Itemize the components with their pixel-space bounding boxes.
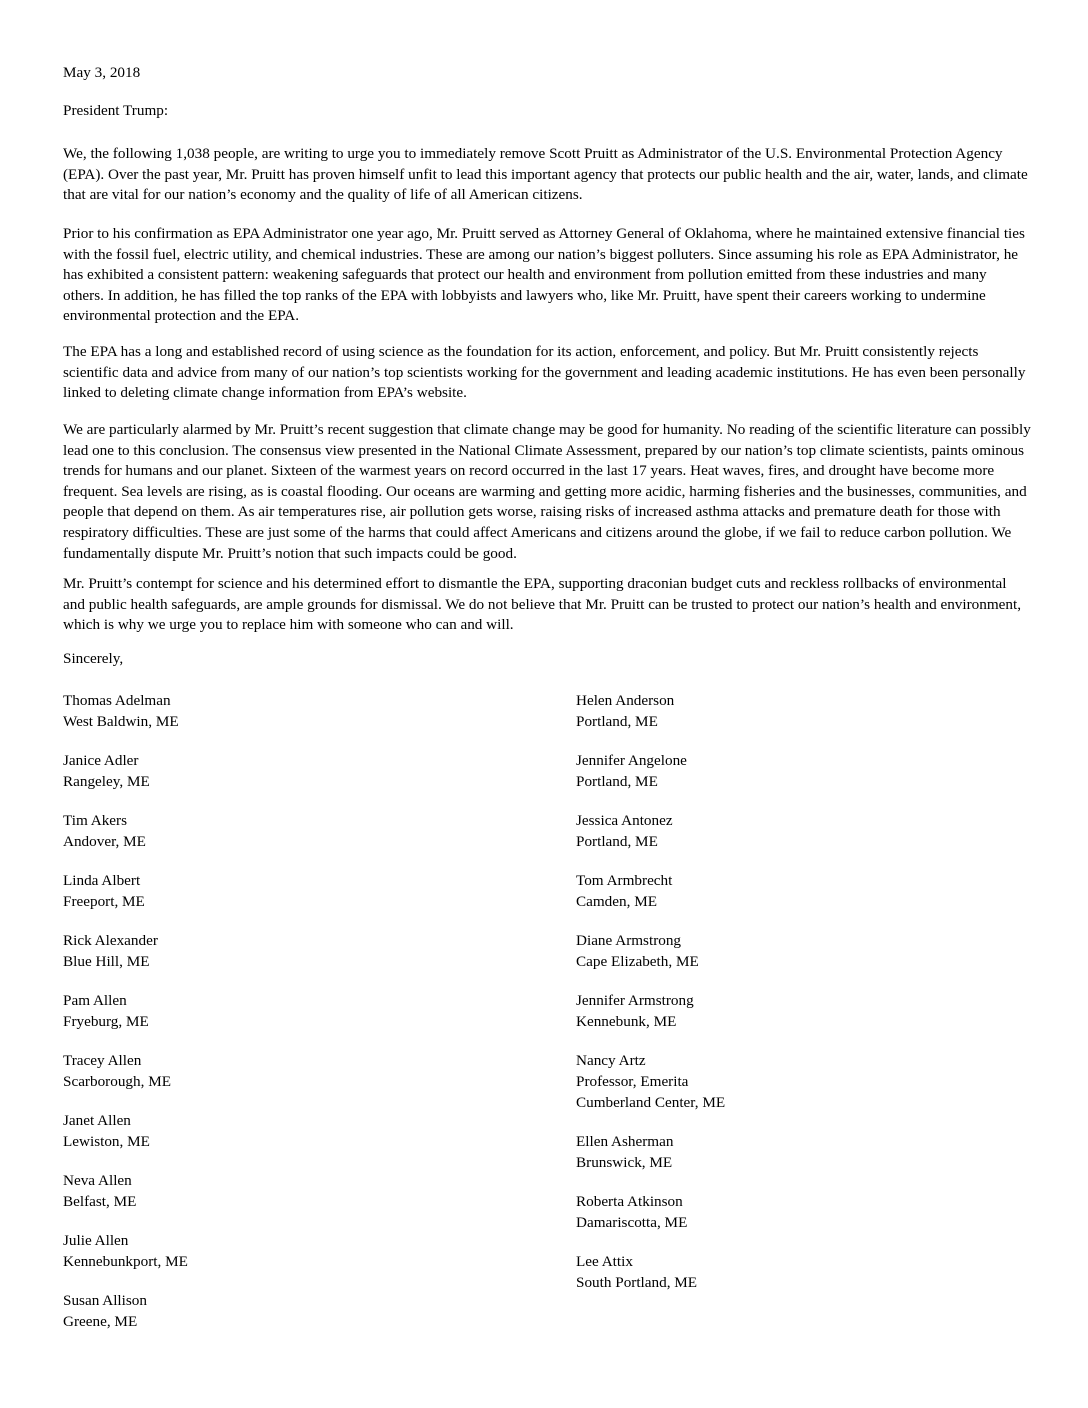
paragraph-4: We are particularly alarmed by Mr. Pruitt’s recent suggestion that climate change may be good for humanity. No reading of the scientific literature can possibly lead one to this conclusion. The consensus view presented in the National Climate Assessment, prepared by our nation’s top climate scientists, paints ominous trends for humans and our planet. Sixteen of the warmest years on record occurred in the last 17 years. Heat waves, fires, and drought have become more frequent. Sea levels are rising, as is coastal flooding. Our oceans are warming and getting more acidic, harming fisheries and the businesses, communities, and people that depend on them. As air temperatures rise, air pollution gets worse, raising risks of increased asthma attacks and premature death for those with respiratory difficulties. These are just some of the harms that could affect Americans and citizens around the globe, if we fail to reduce carbon pollution. We fundamentally dispute Mr. Pruitt’s notion that such impacts could be good. xyxy=(63,421,1031,562)
signatory xyxy=(576,1131,976,1173)
signatory-name: Janet Allen xyxy=(63,1112,131,1129)
signatory xyxy=(63,1290,463,1332)
signatory-location: Fryeburg, ME xyxy=(63,1013,149,1031)
signatory xyxy=(63,990,463,1032)
signatory xyxy=(576,690,976,732)
signatory-title: Professor, Emerita xyxy=(576,1073,689,1091)
signatory-location: Scarborough, ME xyxy=(63,1073,171,1091)
signatory-name: Thomas Adelman xyxy=(63,692,171,709)
signatory xyxy=(63,870,463,912)
signatory xyxy=(63,1110,463,1152)
signatory-location: Rangeley, ME xyxy=(63,773,150,791)
signatories-right-column xyxy=(576,690,976,1311)
signatory-name: Tracey Allen xyxy=(63,1052,142,1069)
signatory-location: South Portland, ME xyxy=(576,1274,698,1292)
signatory xyxy=(576,1050,976,1114)
signatory-location: Belfast, ME xyxy=(63,1193,137,1211)
signatory xyxy=(63,930,463,972)
signatory-location: Brunswick, ME xyxy=(576,1154,673,1172)
signatory-name: Rick Alexander xyxy=(63,932,158,949)
paragraph-3: The EPA has a long and established record of using science as the foundation for its action, enforcement, and policy. But Mr. Pruitt consistently rejects scientific data and advice from many of our nation’s top scientists working for the government and leading academic institutions. He has even been personally linked to deleting climate change information from EPA’s website. xyxy=(63,343,1026,402)
letter-date: May 3, 2018 xyxy=(63,64,141,81)
signatory-location: Camden, ME xyxy=(576,893,657,911)
signatory xyxy=(576,750,976,792)
signatory xyxy=(63,690,463,732)
signatory-name: Jessica Antonez xyxy=(576,812,673,829)
paragraph-2: Prior to his confirmation as EPA Administrator one year ago, Mr. Pruitt served as Attorney General of Oklahoma, where he maintained extensive financial ties with the fossil fuel, electric utility, and chemical industries. These are among our nation’s biggest polluters. Since assuming his role as EPA Administrator, he has exhibited a consistent pattern: weakening safeguards that protect our health and environment from pollution emitted from these industries and many others. In addition, he has filled the top ranks of the EPA with lobbyists and lawyers who, like Mr. Pruitt, have spent their careers working to undermine environmental protection and the EPA. xyxy=(63,225,1025,325)
signatory-location: Kennebunk, ME xyxy=(576,1013,677,1031)
signatory-name: Jennifer Angelone xyxy=(576,752,687,769)
signatory xyxy=(576,990,976,1032)
signatory-name: Linda Albert xyxy=(63,872,141,889)
signatory xyxy=(576,1191,976,1233)
signatory-name: Helen Anderson xyxy=(576,692,675,709)
signatory-location: Kennebunkport, ME xyxy=(63,1253,188,1271)
signatory-name: Nancy Artz xyxy=(576,1052,646,1069)
signatory xyxy=(63,1050,463,1092)
signatory xyxy=(576,1251,976,1293)
signatory xyxy=(576,870,976,912)
signatory-name: Jennifer Armstrong xyxy=(576,992,694,1009)
signatories-left-column xyxy=(63,690,463,1350)
signatory xyxy=(63,750,463,792)
salutation: President Trump: xyxy=(63,102,169,119)
signatory-name: Janice Adler xyxy=(63,752,139,769)
signatory-name: Pam Allen xyxy=(63,992,127,1009)
signatory-name: Neva Allen xyxy=(63,1172,132,1189)
signatory-location: Blue Hill, ME xyxy=(63,953,150,971)
signatory-name: Tim Akers xyxy=(63,812,128,829)
signatory xyxy=(576,930,976,972)
signatory-location: Greene, ME xyxy=(63,1313,138,1331)
signatory-location: West Baldwin, ME xyxy=(63,713,179,731)
signatory-location: Cumberland Center, ME xyxy=(576,1094,726,1112)
signatory xyxy=(63,810,463,852)
closing: Sincerely, xyxy=(63,650,124,667)
signatory-location: Portland, ME xyxy=(576,713,658,731)
signatory-location: Portland, ME xyxy=(576,773,658,791)
signatory-location: Lewiston, ME xyxy=(63,1133,150,1151)
signatory-location: Cape Elizabeth, ME xyxy=(576,953,699,971)
signatory xyxy=(576,810,976,852)
signatory-location: Andover, ME xyxy=(63,833,146,851)
paragraph-1: We, the following 1,038 people, are writing to urge you to immediately remove Scott Pruitt as Administrator of the U.S. Environmental Protection Agency (EPA). Over the past year, Mr. Pruitt has proven himself unfit to lead this important agency that protects our public health and the air, water, lands, and climate that are vital for our nation’s economy and the quality of life of all American citizens. xyxy=(63,145,1028,204)
signatory-name: Julie Allen xyxy=(63,1232,129,1249)
signatory-name: Lee Attix xyxy=(576,1253,633,1271)
signatory-name: Tom Armbrecht xyxy=(576,872,673,889)
paragraph-5: Mr. Pruitt’s contempt for science and his determined effort to dismantle the EPA, supporting draconian budget cuts and reckless rollbacks of environmental and public health safeguards, are ample grounds for dismissal. We do not believe that Mr. Pruitt can be trusted to protect our nation’s health and environment, which is why we urge you to replace him with someone who can and will. xyxy=(63,575,1022,634)
signatory-location: Damariscotta, ME xyxy=(576,1214,688,1232)
signatory-name: Roberta Atkinson xyxy=(576,1193,683,1211)
signatory-location: Portland, ME xyxy=(576,833,658,851)
signatory xyxy=(63,1230,463,1272)
signatory-name: Ellen Asherman xyxy=(576,1133,674,1151)
signatory xyxy=(63,1170,463,1212)
signatory-name: Diane Armstrong xyxy=(576,932,682,949)
signatory-name: Susan Allison xyxy=(63,1292,147,1309)
signatory-location: Freeport, ME xyxy=(63,893,145,911)
